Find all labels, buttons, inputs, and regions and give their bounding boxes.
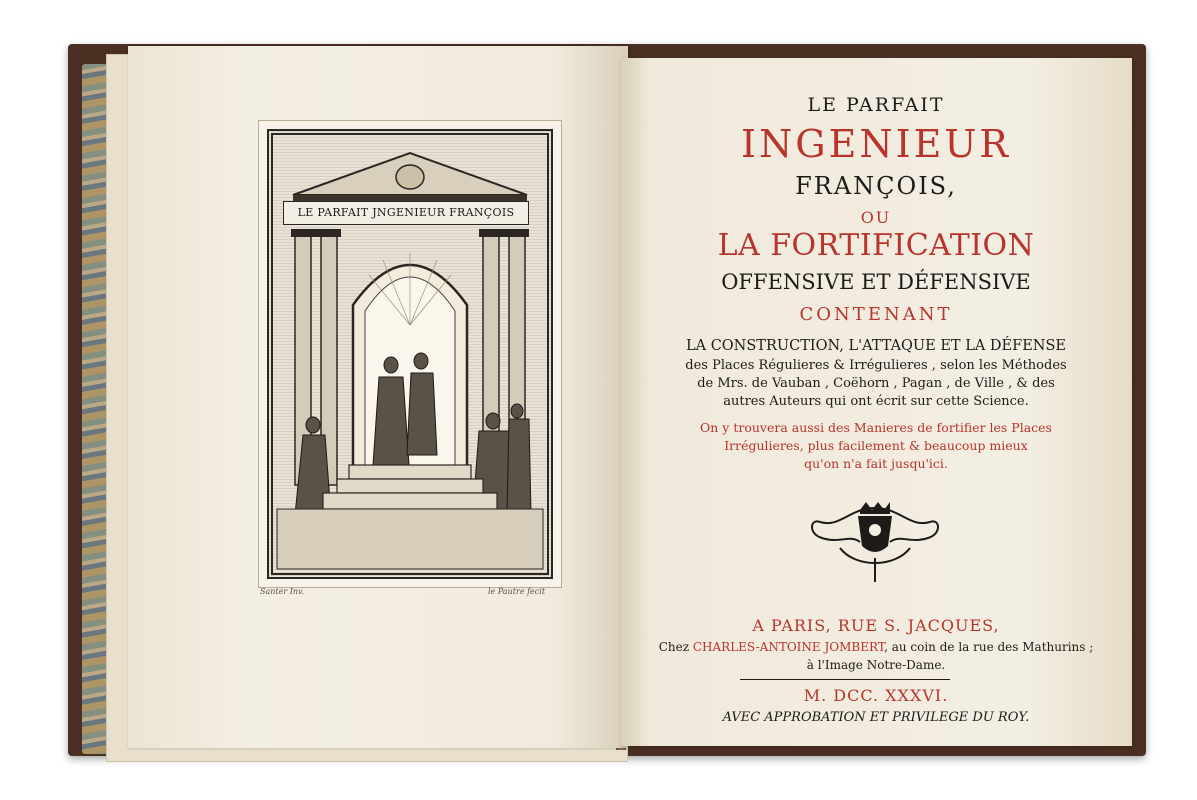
imprint-rule xyxy=(740,679,950,680)
open-book xyxy=(68,40,1146,758)
imprint-date: M. DCC. XXXVI. xyxy=(803,686,949,705)
frontispiece-engraving xyxy=(258,120,562,588)
imprint-privilege: AVEC APPROBATION ET PRIVILEGE DU ROY. xyxy=(722,710,1030,725)
description-line-4: autres Auteurs qui ont écrit sur cette Science. xyxy=(723,394,1029,409)
title-line-le-parfait: LE PARFAIT xyxy=(807,94,945,116)
publisher-name: CHARLES-ANTOINE JOMBERT xyxy=(692,640,885,654)
engraving-caption: LE PARFAIT JNGENIEUR FRANÇOIS xyxy=(283,201,529,225)
imprint-place: A PARIS, RUE S. JACQUES, xyxy=(752,616,1000,635)
engraver-credit-right: le Pautre fecit xyxy=(488,587,546,596)
title-line-contenant: CONTENANT xyxy=(799,304,953,325)
description-line-3: de Mrs. de Vauban , Coëhorn , Pagan , de Ville , & des xyxy=(697,376,1055,391)
title-line-offensive: OFFENSIVE ET DÉFENSIVE xyxy=(721,270,1031,294)
imprint-chez: Chez xyxy=(658,640,693,654)
red-note-line-2: Irrégulieres, plus facilement & beaucoup mieux xyxy=(724,438,1028,453)
title-line-francois: FRANÇOIS, xyxy=(795,172,957,200)
imprint-sign: à l'Image Notre-Dame. xyxy=(806,658,946,672)
title-line-ou: OU xyxy=(860,208,892,227)
printers-ornament xyxy=(800,498,950,586)
red-note-line-3: qu'on n'a fait jusqu'ici. xyxy=(804,456,948,471)
imprint-address: , au coin de la rue des Mathurins ; xyxy=(884,640,1094,654)
imprint-publisher-line xyxy=(620,640,1132,654)
title-line-ingenieur: INGENIEUR xyxy=(741,122,1011,166)
description-line-2: des Places Régulieres & Irrégulieres , selon les Méthodes xyxy=(685,358,1067,373)
title-page xyxy=(620,58,1132,746)
engraver-credit-left: Santer Inv. xyxy=(260,587,305,596)
title-line-fortification: LA FORTIFICATION xyxy=(717,228,1035,263)
description-line-1: LA CONSTRUCTION, L'ATTAQUE ET LA DÉFENSE xyxy=(685,338,1066,354)
red-note-line-1: On y trouvera aussi des Manieres de fortifier les Places xyxy=(700,420,1052,435)
